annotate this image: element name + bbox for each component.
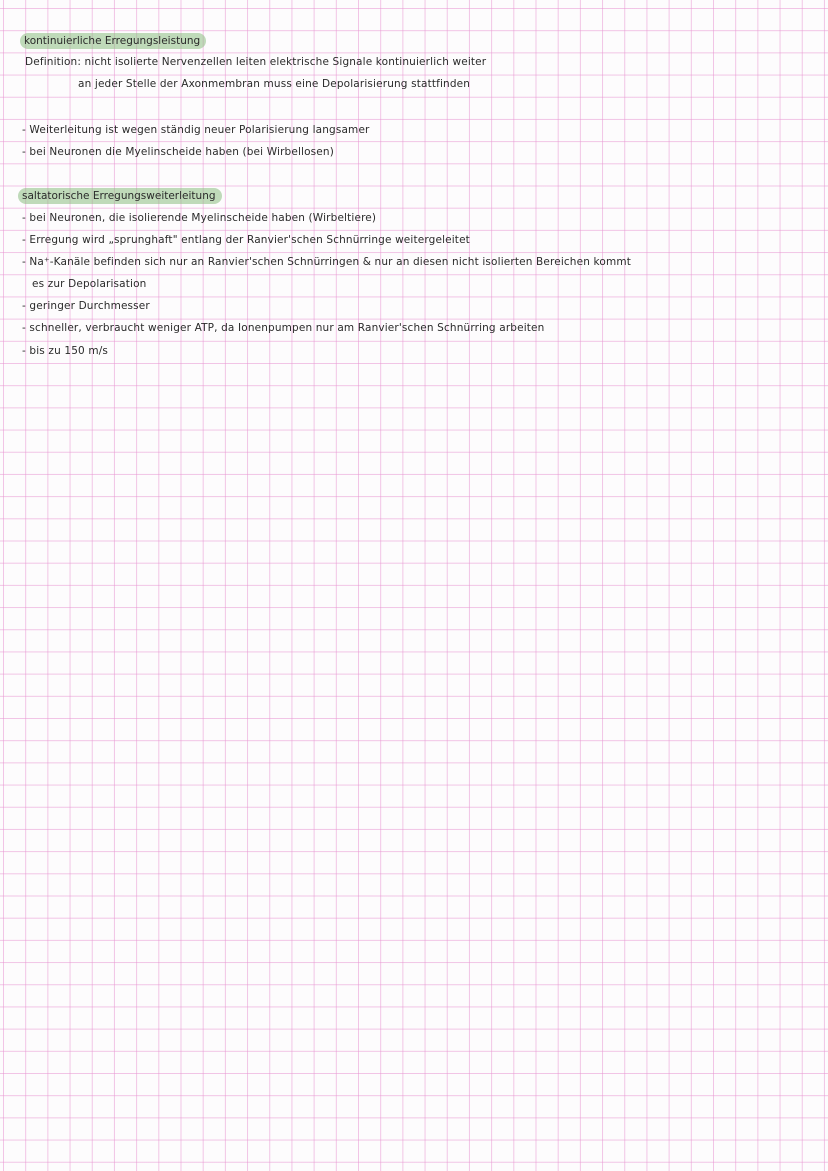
definition-line-2: an jeder Stelle der Axonmembran muss eine Depolarisierung stattfinden: [78, 78, 471, 90]
bullet-saltatory-jump: - Erregung wird „sprunghaft" entlang der Ranvier'schen Schnürringe weitergeleitet: [22, 234, 470, 246]
bullet-saltatory-faster: - schneller, verbraucht weniger ATP, da Ionenpumpen nur am Ranvier'schen Schnürring arbeiten: [22, 322, 545, 334]
bullet-continuous-neurons: - bei Neuronen die Myelinscheide haben (bei Wirbellosen): [22, 146, 334, 158]
bullet-saltatory-channels-1: - Na⁺-Kanäle befinden sich nur an Ranvier'schen Schnürringen & nur an diesen nicht isolierten Bereichen kommt: [22, 256, 631, 268]
bullet-saltatory-neurons: - bei Neuronen, die isolierende Myelinscheide haben (Wirbeltiere): [22, 212, 377, 224]
bullet-continuous-slow: - Weiterleitung ist wegen ständig neuer Polarisierung langsamer: [22, 124, 370, 136]
bullet-saltatory-diameter: - geringer Durchmesser: [22, 300, 150, 312]
bullet-saltatory-speed: - bis zu 150 m/s: [22, 345, 109, 357]
section-heading-saltatory: saltatorische Erregungsweiterleitung: [18, 188, 222, 204]
definition-line-1: Definition: nicht isolierte Nervenzellen leiten elektrische Signale kontinuierlich weiter: [25, 56, 487, 68]
section-heading-continuous: kontinuierliche Erregungsleistung: [20, 33, 206, 49]
bullet-saltatory-channels-2: es zur Depolarisation: [32, 278, 147, 290]
